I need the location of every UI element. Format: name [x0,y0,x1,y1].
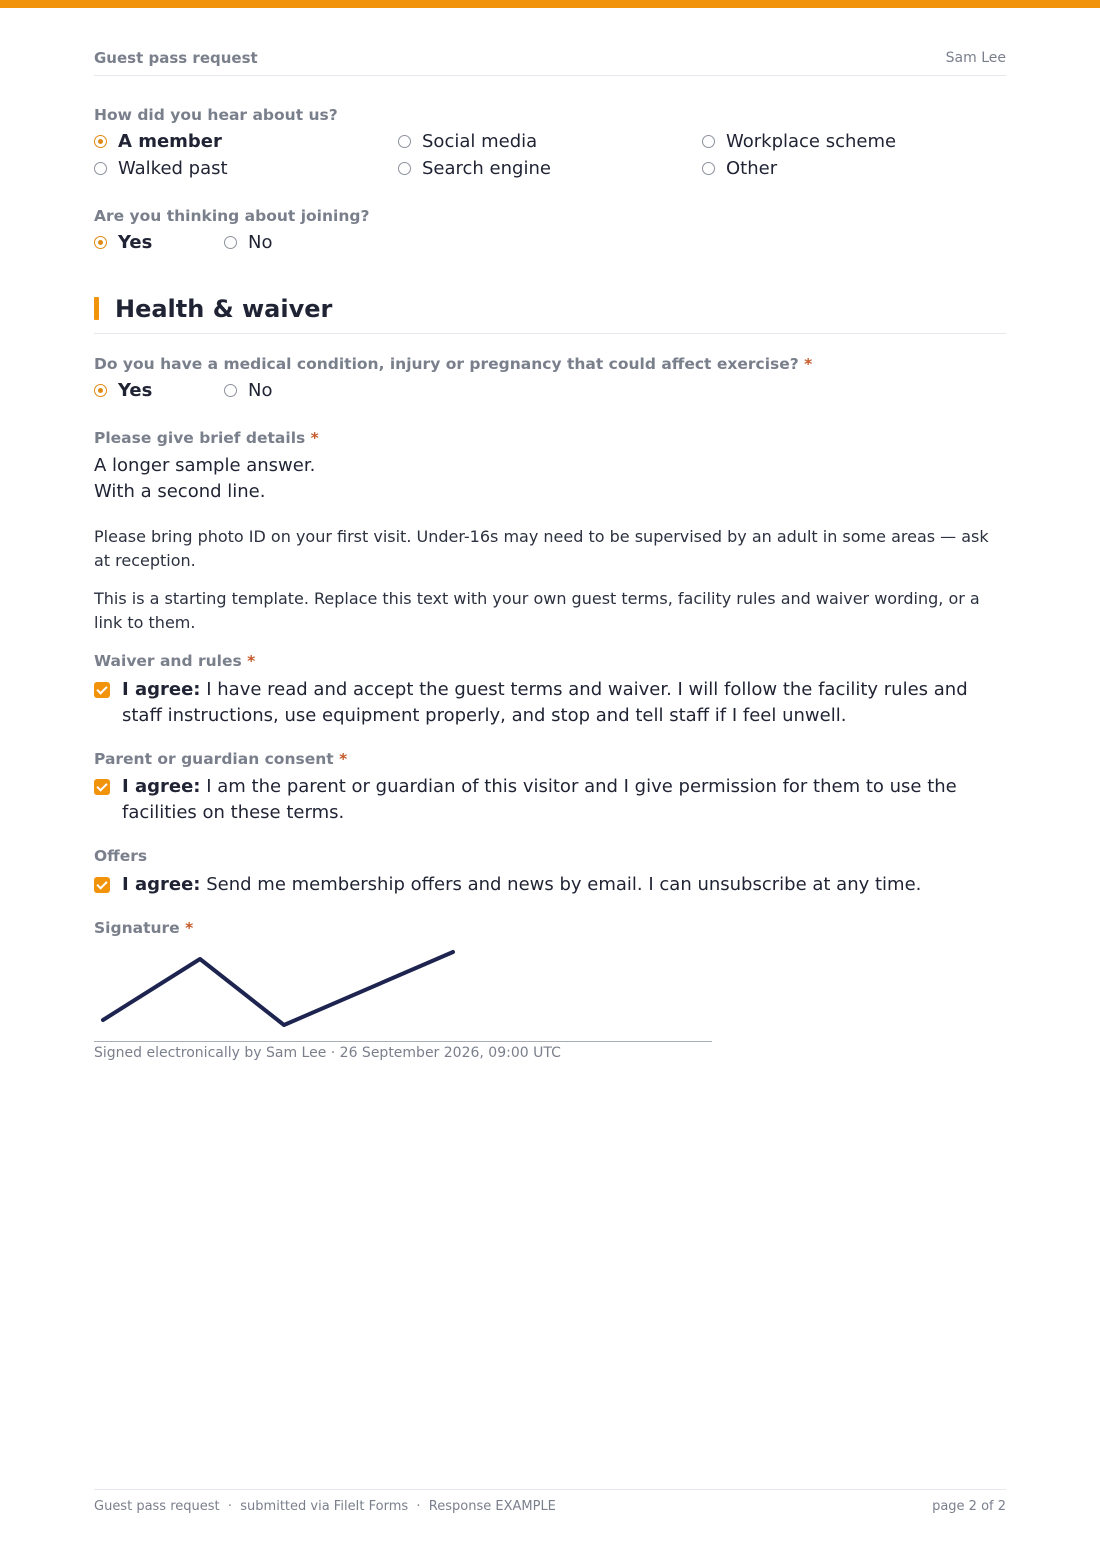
radio-icon [702,135,715,148]
section-header [94,296,1006,334]
hear-about-label: How did you hear about us? [94,106,338,124]
required-mark: * [339,750,348,768]
agree-body: Send me membership offers and news by email. I can unsubscribe at any time. [206,874,922,895]
signature-drawing [94,945,712,1041]
medical-question-label [94,355,812,373]
hear-option-social-media[interactable] [398,131,537,152]
agree-body: I am the parent or guardian of this visitor and I give permission for them to use the facilities on these terms. [122,776,957,823]
radio-icon [94,162,107,175]
radio-selected-icon [94,236,107,249]
radio-selected-icon [94,384,107,397]
signature-label [94,919,193,937]
consent-label [94,750,347,768]
radio-icon [398,135,411,148]
page-number: page 2 of 2 [932,1499,1006,1514]
page-footer [94,1489,1006,1514]
waiver-agree-text [122,677,1008,729]
section-accent-bar [94,297,99,320]
consent-label-text: Parent or guardian consent [94,750,334,768]
agree-label: I agree: [122,776,201,797]
photo-id-note: Please bring photo ID on your first visit. Under-16s may need to be supervised by an adult in some areas — ask at reception. [94,527,989,570]
required-mark: * [185,919,194,937]
joining-option-yes[interactable] [94,232,152,253]
details-answer-line-1: A longer sample answer. [94,455,316,476]
required-mark: * [310,429,319,447]
option-label: Walked past [118,158,228,179]
hear-option-walked-past[interactable] [94,158,228,179]
hear-option-a-member[interactable] [94,131,222,152]
radio-icon [702,162,715,175]
radio-icon [398,162,411,175]
checkbox-checked-icon[interactable] [94,877,110,893]
option-label: Other [726,158,778,179]
signature-pad [94,945,712,1042]
medical-label-text: Do you have a medical condition, injury or pregnancy that could affect exercise? [94,355,799,373]
agree-body: I have read and accept the guest terms and waiver. I will follow the facility rules and staff instructions, use equipment properly, and stop and tell staff if I feel unwell. [122,679,968,726]
medical-option-yes[interactable] [94,380,152,401]
radio-icon [224,384,237,397]
details-label-text: Please give brief details [94,429,306,447]
checkbox-checked-icon[interactable] [94,682,110,698]
template-note: This is a starting template. Replace this text with your own guest terms, facility rules and waiver wording, or a link to them. [94,589,980,632]
option-label: A member [118,131,222,152]
required-mark: * [247,652,256,670]
option-label: No [248,380,273,401]
option-label: No [248,232,273,253]
hear-option-workplace-scheme[interactable] [702,131,896,152]
option-label: Yes [118,380,153,401]
details-answer-line-2: With a second line. [94,481,266,502]
required-mark: * [804,355,813,373]
option-label: Workplace scheme [726,131,897,152]
details-label [94,429,319,447]
document-header [94,49,1006,76]
signature-caption: Signed electronically by Sam Lee · 26 September 2026, 09:00 UTC [94,1045,561,1061]
top-accent-bar [0,0,1100,8]
option-label: Search engine [422,158,551,179]
section-title: Health & waiver [115,295,333,323]
signature-label-text: Signature [94,919,180,937]
joining-option-no[interactable] [224,232,272,253]
option-label: Social media [422,131,538,152]
radio-selected-icon [94,135,107,148]
offers-agree-text [122,872,1008,898]
hear-option-other[interactable] [702,158,777,179]
footer-meta-text: Guest pass request · submitted via FileIt Forms · Response EXAMPLE [94,1499,556,1514]
joining-label: Are you thinking about joining? [94,207,370,225]
medical-option-no[interactable] [224,380,272,401]
agree-label: I agree: [122,679,201,700]
consent-agree-text [122,774,1008,826]
radio-icon [224,236,237,249]
waiver-label-text: Waiver and rules [94,652,242,670]
option-label: Yes [118,232,153,253]
respondent-name: Sam Lee [945,50,1006,66]
checkbox-checked-icon[interactable] [94,779,110,795]
waiver-label [94,652,255,670]
form-title: Guest pass request [94,49,258,67]
footer-meta [94,1499,556,1514]
hear-option-search-engine[interactable] [398,158,551,179]
agree-label: I agree: [122,874,201,895]
offers-label: Offers [94,847,148,865]
